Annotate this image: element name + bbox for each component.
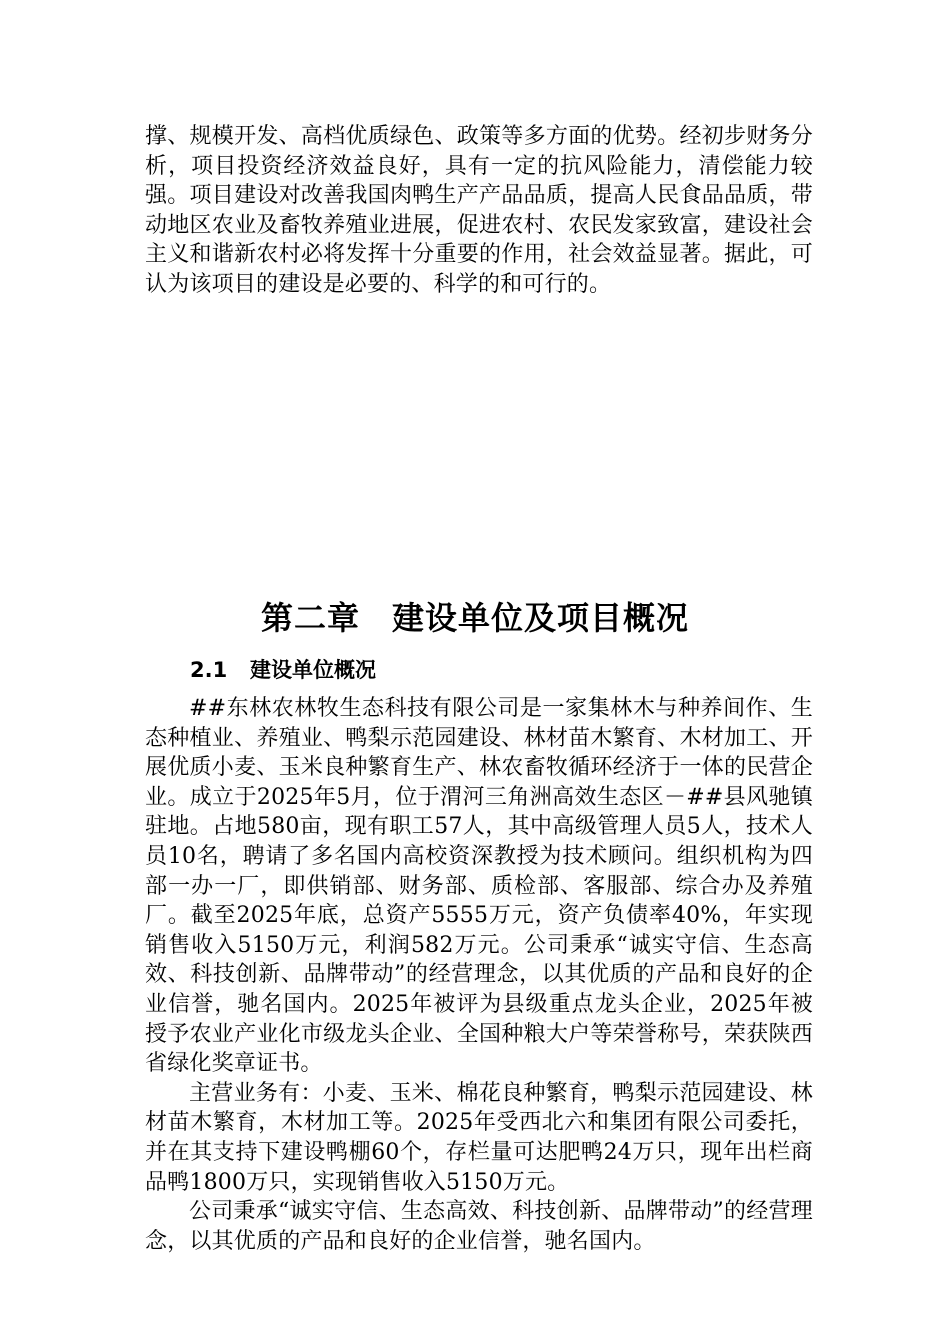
body-paragraph-3: 公司秉承“诚实守信、生态高效、科技创新、品牌带动”的经营理念，以其优质的产品和良好的企业信誉，驰名国内。 <box>145 1199 813 1254</box>
intro-paragraph <box>145 122 813 300</box>
intro-text: 撑、规模开发、高档优质绿色、政策等多方面的优势。经初步财务分析，项目投资经济效益良好，具有一定的抗风险能力，清偿能力较强。项目建设对改善我国肉鸭生产产品品质，提高人民食品品质，带动地区农业及畜牧养殖业进展，促进农村、农民发家致富，建设社会主义和谐新农村必将发挥十分重要的作用，社会效益显著。据此，可认为该项目的建设是必要的、科学的和可行的。 <box>145 124 813 297</box>
section-number: 2.1 <box>190 658 228 682</box>
chapter-heading <box>0 596 950 640</box>
chapter-number: 第二章 <box>260 599 360 637</box>
section-body <box>145 694 813 1256</box>
section-title: 建设单位概况 <box>250 658 376 682</box>
body-paragraph-1: ##东林农林牧生态科技有限公司是一家集林木与种养间作、生态种植业、养殖业、鸭梨示范园建设、林材苗木繁育、木材加工、开展优质小麦、玉米良种繁育生产、林农畜牧循环经济于一体的民营企业。成立于2025年5月，位于渭河三角洲高效生态区－##县风驰镇驻地。占地580亩，现有职工57人，其中高级管理人员5人，技术人员10名，聘请了多名国内高校资深教授为技术顾问。组织机构为四部一办一厂，即供销部、财务部、质检部、客服部、综合办及养殖厂。截至2025年底，总资产5555万元，资产负债率40%，年实现销售收入5150万元，利润582万元。公司秉承“诚实守信、生态高效、科技创新、品牌带动”的经营理念，以其优质的产品和良好的企业信誉，驰名国内。2025年被评为县级重点龙头企业，2025年被授予农业产业化市级龙头企业、全国种粮大户等荣誉称号，荣获陕西省绿化奖章证书。 <box>145 696 813 1077</box>
body-paragraph-2: 主营业务有：小麦、玉米、棉花良种繁育，鸭梨示范园建设、林材苗木繁育，木材加工等。2025年受西北六和集团有限公司委托，并在其支持下建设鸭棚60个，存栏量可达肥鸭24万只，现年出栏商品鸭1800万只，实现销售收入5150万元。 <box>145 1080 813 1195</box>
section-heading <box>190 655 376 685</box>
chapter-title: 建设单位及项目概况 <box>392 599 690 637</box>
